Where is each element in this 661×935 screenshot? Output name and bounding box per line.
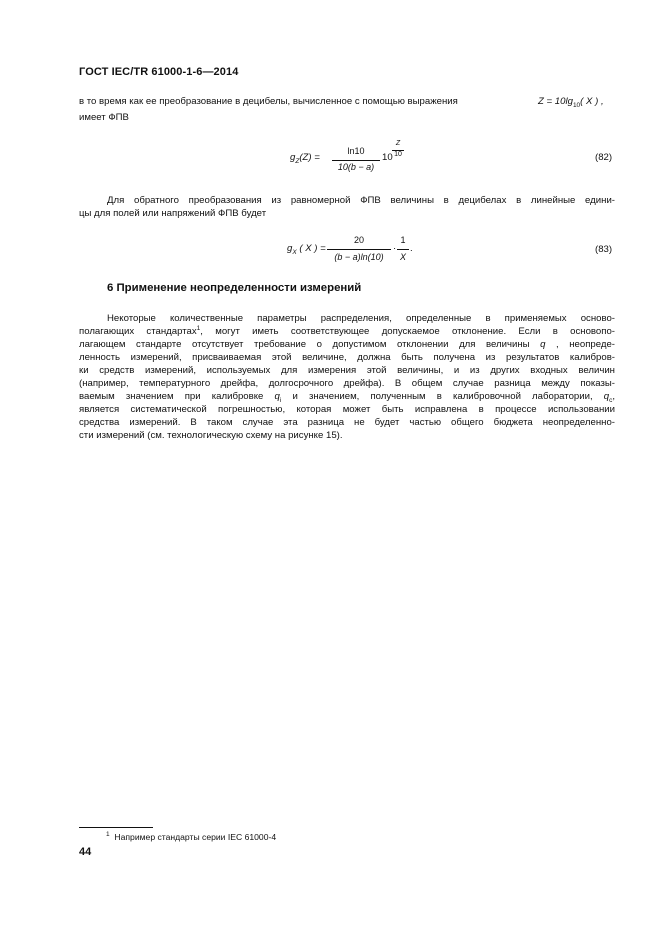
intro-line-1 bbox=[79, 96, 615, 108]
eq82-numerator: ln10 bbox=[347, 146, 365, 156]
footnote-ref: 1 bbox=[196, 324, 201, 332]
intro-expr-sub: 10 bbox=[572, 101, 581, 109]
eq83-denominator-2 bbox=[397, 252, 409, 262]
para3-line-9: средства измерений. В таком случае эта разница не будет частью общего бюджета неопределенно- bbox=[79, 417, 615, 428]
eq82-number: (82) bbox=[595, 152, 613, 163]
eq83-lhs bbox=[287, 243, 326, 254]
para3-line-7 bbox=[79, 391, 615, 403]
eq82-den-text: 10(b − a) bbox=[337, 162, 375, 172]
para3-l7-a: ваемым значением при калибровке bbox=[79, 391, 264, 402]
para2-line-1: Для обратного преобразования из равномерной ФПВ величины в децибелах в линейные едини- bbox=[107, 195, 615, 206]
para3-l3-b: , неопреде- bbox=[556, 339, 615, 350]
equation-82 bbox=[290, 140, 440, 176]
para3-l3-a: лагающем стандарте отсутствует требование о допустимом отклонении для величины bbox=[79, 339, 530, 350]
eq83-arg: ( X ) = bbox=[299, 243, 326, 254]
eq83-den2-text: X bbox=[399, 252, 406, 262]
footnote-rule bbox=[79, 827, 153, 828]
intro-expr-arg: ( X ) , bbox=[580, 96, 604, 107]
intro-expr-main: Z = 10lg bbox=[538, 96, 573, 107]
para3-l2-b: , могут иметь соответствующее допускаемое отклонение. Если в основопо- bbox=[200, 326, 615, 337]
eq83-bar-1 bbox=[327, 249, 391, 250]
eq83-g: g bbox=[287, 243, 293, 254]
para3-line-6: (например, температурного дрейфа, долгосрочного дрейфа). В общем случае разница между показы- bbox=[79, 378, 615, 389]
para3-l2-a: полагающих стандартах bbox=[79, 326, 197, 337]
eq83-denominator-1 bbox=[327, 252, 391, 262]
para2-line-2: цы для полей или напряжений ФПВ будет bbox=[79, 208, 267, 219]
para3-line-1: Некоторые количественные параметры распределения, определенные в применяемых осново- bbox=[107, 313, 615, 324]
eq83-numerator-2: 1 bbox=[400, 235, 406, 245]
eq82-g-sub: Z bbox=[295, 157, 300, 165]
para3-line-2 bbox=[79, 326, 615, 338]
eq82-exp-denominator: 10 bbox=[394, 151, 402, 158]
eq82-g: g bbox=[290, 152, 296, 163]
para3-line-8: является систематической погрешностью, которая может быть исправлена в процессе использовании bbox=[79, 404, 615, 415]
document-header: ГОСТ IEC/TR 61000-1-6—2014 bbox=[79, 66, 239, 78]
equation-83 bbox=[287, 234, 437, 270]
eq83-dot: · bbox=[393, 243, 397, 254]
para3-line-3 bbox=[79, 339, 615, 351]
eq82-denominator bbox=[330, 162, 382, 172]
intro-text: в то время как ее преобразование в децибелы, вычисленное с помощью выражения bbox=[79, 96, 458, 107]
footnote bbox=[106, 832, 276, 842]
para3-l7-c: , bbox=[612, 391, 616, 402]
section-heading: 6 Применение неопределенности измерений bbox=[107, 282, 362, 294]
eq82-exp-num-text: Z bbox=[395, 140, 401, 147]
eq82-exp-numerator bbox=[390, 140, 406, 147]
para3-l3-q: q bbox=[540, 339, 546, 350]
eq82-fraction-bar bbox=[332, 160, 380, 161]
eq82-arg: (Z) = bbox=[299, 152, 320, 163]
footnote-text: Например стандарты серии IEC 61000-4 bbox=[114, 832, 277, 842]
para3-line-4: ленность измерений, присваиваемая этой величине, должна быть получена из результатов калибров- bbox=[79, 352, 615, 363]
para3-l7-q-sub: i bbox=[279, 396, 282, 404]
eq83-bar-2 bbox=[397, 249, 409, 250]
para3-l7-q2-sub: c bbox=[609, 396, 613, 404]
eq83-tail: . bbox=[410, 243, 413, 254]
para3-l7-q2: q bbox=[603, 391, 610, 402]
eq83-g-sub: X bbox=[292, 248, 297, 256]
footnote-marker: 1 bbox=[106, 831, 110, 839]
eq82-lhs bbox=[290, 152, 320, 163]
eq82-base: 10 bbox=[382, 152, 393, 163]
page-number: 44 bbox=[79, 846, 92, 858]
intro-line-2: имеет ФПВ bbox=[79, 112, 129, 123]
para3-line-10: сти измерений (см. технологическую схему на рисунке 15). bbox=[79, 430, 343, 441]
eq83-number: (83) bbox=[595, 244, 613, 255]
intro-expression bbox=[538, 96, 604, 108]
para3-line-5: ки средств измерений, используемых для измерения этой величины, и из других входных величин bbox=[79, 365, 615, 376]
para3-l7-q: q bbox=[274, 391, 280, 402]
para3-l7-b: и значением, полученным в калибровочной лаборатории, bbox=[292, 391, 593, 402]
eq83-den1-text: (b − a)ln(10) bbox=[334, 252, 384, 262]
eq83-numerator-1: 20 bbox=[353, 235, 364, 245]
